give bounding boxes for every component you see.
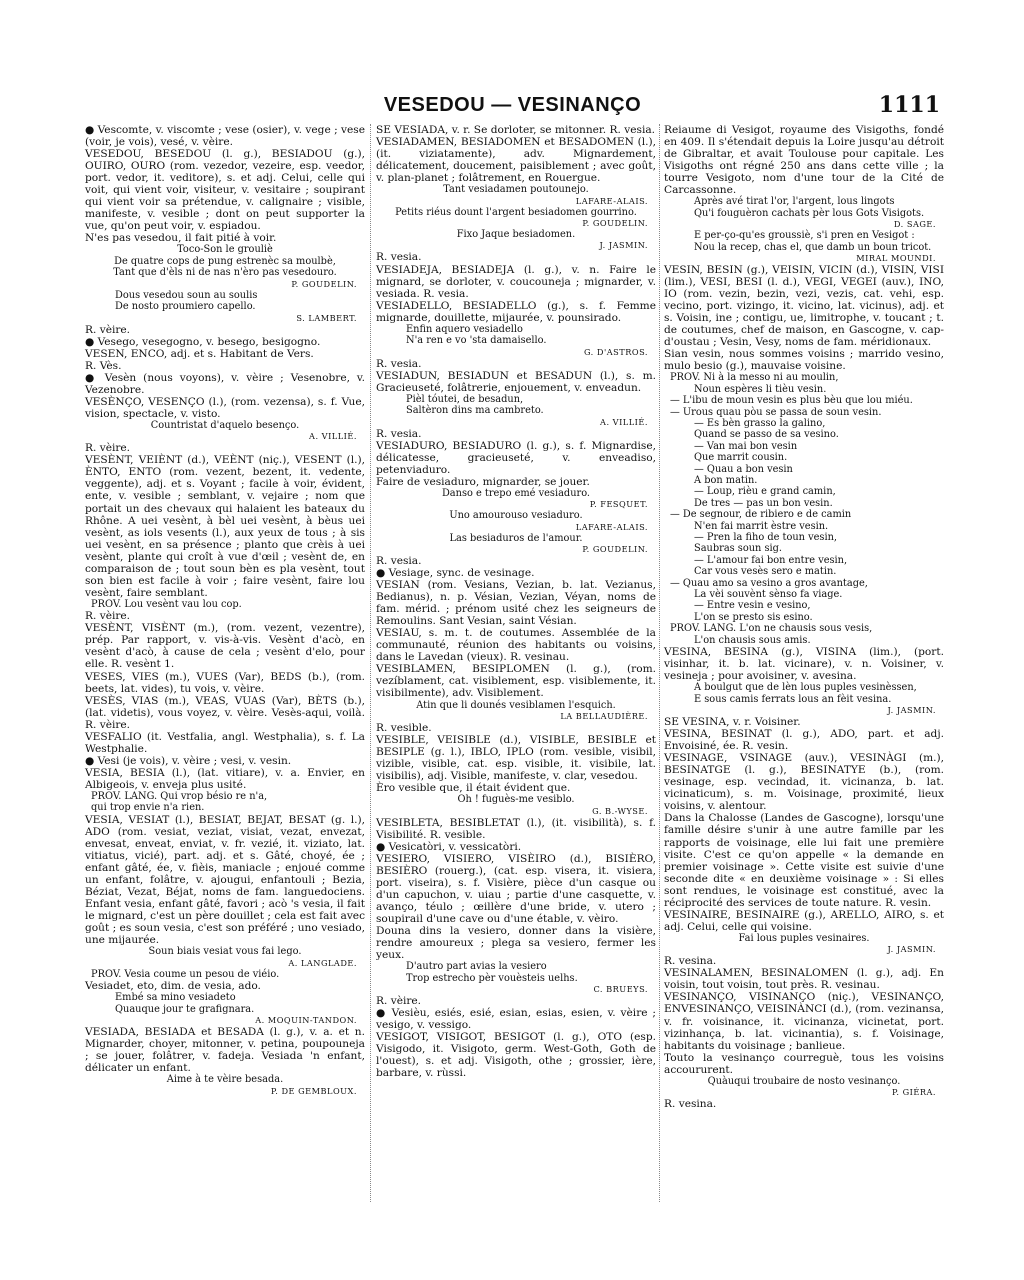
verse-line: Embé sa mino vesiadeto [115,992,236,1004]
dictionary-entry: VESFALIO (it. Vestfalia, angl. Westphalia), s. f. La Westphalie. [85,730,365,755]
quotation-author: LA BELLAUDIÈRE. [560,710,648,721]
dictionary-entry: Sian vesin, nous sommes voisins ; marrido vesino, mulo besio (g.), mauvaise voisine. [664,348,944,373]
verse-line: De nosto proumiero capello. [115,301,256,313]
dictionary-entry: VESIADEJA, BESIADEJA (l. g.), v. n. Faire le mignard, se dorloter, v. coucouneja ; mignarder, v. vesiada. R. vesia. [376,263,656,300]
verse-line: A bon matin. [694,474,758,486]
dictionary-entry: Vesiadet, eto, dim. de vesia, ado. [85,980,261,993]
dictionary-entry: VESIA, BESIA (l.), (lat. vitiare), v. a. Envier, en Albigeois, v. enveja plus usité. [85,766,365,791]
verse-line: De tres — pas un bon vesin. [694,497,833,509]
verse-line: — Pren la fiho de toun vesin, [694,532,838,544]
verse-line: — Van mai bon vesin [694,440,798,452]
dictionary-entry: VESÈNT, VISÈNT (m.), (rom. vezent, vezentre), prép. Par rapport, v. vis-à-vis. Vesènt d'acò, en vesènt d'acò, à cause de cela ; vesènt d'elo, pour elle. R. vesènt 1. [85,622,365,671]
dictionary-entry: VESIAN (rom. Vesians, Vezian, b. lat. Vezianus, Bedianus), n. p. Vésian, Vezian, Véyan, noms de fam. mérid. ; prénom usité chez les seigneurs de Remoulins. Sant Vesian, saint Vésian. [376,579,656,628]
verse-line: — L'amour fai bon entre vesin, [694,554,848,566]
dictionary-entry: VESINAGE, VSINAGE (auv.), VESINÀGI (m.), BESINATGE (l. g.), BESINATYE (b.), (rom. vesinage, esp. vecindad, it. vicinanza, b. lat. vicinaticum), s. m. Voisinage, proximité, lieux voisins, v. alentour. [664,752,944,813]
dictionary-entry: R. vèire. [85,323,131,336]
quotation-author: A. VILLIÉ. [309,431,357,442]
dictionary-entry: VESIADAMEN, BESIADOMEN et BESADOMEN (l.), (it. viziatamente), adv. Mignardement, délicatement, doucement, paisiblement ; avec goût, v. plan-planet ; folâtrement, en Rouergue. [376,136,656,185]
dictionary-entry: ● Vesi (je vois), v. vèire ; vesi, v. vesin. [85,754,292,767]
dictionary-entry: Reiaume di Vesigot, royaume des Visigoths, fondé en 409. Il s'étendait depuis la Loire jusqu'au détroit de Gibraltar, et avait Toulouse pour capitale. Les Visigoths ont régné 250 ans dans cette ville ; la tourre Vesigoto, nom d'une tour de la Cité de Carcassonne. [664,124,944,197]
page-number: 1111 [878,92,940,118]
quotation-author: A. VILLIÉ. [600,416,648,427]
quotation-line: Uno amourouso vesiaduro. [449,510,583,522]
quotation-author: J. JASMIN. [599,240,648,251]
verse-line: Qu'i fouguèron cachats pèr lous Gots Visigots. [694,207,925,219]
verse-line: E sous camis ferrats lous an fèit vesina. [694,693,892,705]
quotation-line: Tant que d'èls ni de nas n'èro pas vesedouro. [113,267,337,279]
quotation-line: Tant vesiadamen poutounejo. [443,184,589,196]
proverb-line: — De segnour, de ribiero e de camin [670,509,852,521]
dictionary-entry: VESIADA, BESIADA et BESADA (l. g.), v. a. et n. Mignarder, choyer, mitonner, v. petina, poupouneja ; se jouer, folâtrer, v. fadeja. Vesiada 'n enfant, délicater un enfant. [85,1026,365,1075]
dictionary-entry: SE VESINA, v. r. Voisiner. [664,716,801,729]
proverb-line: PROV. Ni à la messo ni au moulin, [670,372,839,384]
proverb-line: PROV. LANG. L'on ne chausis sous vesis, [670,623,873,635]
quotation-author: P. GOUDELIN. [582,218,648,229]
dictionary-entry: ● Vesicatòri, v. vessicatòri. [376,840,522,853]
verse-line: — Entre vesin e vesino, [694,600,811,612]
dictionary-entry: VESEDOU, BESEDOU (l. g.), BESIADOU (g.), OUIRO, OURO (rom. vezedor, vezeire, esp. veedor, port. vedor, it. veditore), s. et adj. Celui, celle qui voit, qui vient voir, visiteur, v. vesitaire ; soupirant qui vient voir sa prétendue, v. calignaire ; visible, manifeste, v. vesible ; dont on peut supporter la vue, qu'on peut voir, v. espiadou. [85,148,365,233]
dictionary-entry: Douna dins la vesiero, donner dans la visière, rendre amoureux ; plega sa vesiero, fermer les yeux. [376,925,656,962]
quotation-author: P. GOUDELIN. [582,543,648,554]
quotation-author: P. GOUDELIN. [291,278,357,289]
dictionary-entry: ● Vesiage, sync. de vesinage. [376,567,535,579]
verse-line: La vèi souvènt sènso fa viage. [694,589,843,601]
page-title: VESEDOU — VESINANÇO [383,94,642,116]
dictionary-entry: R. vesia. [376,251,422,264]
dictionary-entry: VESINAIRE, BESINAIRE (g.), ARELLO, AIRO, s. et adj. Celui, celle qui voisine. [664,908,944,933]
proverb-line: PROV. Vesia coume un pesou de viéio. [91,968,280,980]
dictionary-entry: VESIBLETA, BESIBLETAT (l.), (it. visibilità), s. f. Visibilité. R. vesible. [376,816,656,841]
verse-line: L'on se presto sis esino. [694,611,813,623]
verse-line: Noun espères li tièu vesin. [694,383,827,395]
quotation-line: Soun biais vesiat vous fai lego. [148,946,302,958]
quotation-line: Atin que li dounés vesiblamen l'esquich. [416,699,616,711]
dictionary-entry: Èro vesible que, il était évident que. [376,782,571,795]
page-header [85,92,940,122]
proverb-line: PROV. LANG. Qui vrop bésio re n'a, [91,791,268,802]
dictionary-entry: VESINA, BESINA (g.), VISINA (lim.), (port. visinhar, it. b. lat. vicinare), v. n. Voisiner, v. vesineja ; pour avoisiner, v. avesina. [664,646,944,683]
column-middle [376,124,656,1079]
quotation-line: Fixo Jaque besiadomen. [456,229,576,241]
verse-line: N'a ren e vo 'sta damaisello. [406,335,547,347]
dictionary-entry: N'es pas vesedou, il fait pitié à voir. [85,232,277,245]
verse-line: Saubras soun sig. [694,543,783,555]
column-divider [659,124,660,1202]
verse-line: L'on chausis sous amis. [694,634,811,646]
verse-line: — Loup, rièu e grand camin, [694,486,836,498]
dictionary-entry: R. vèire. [85,610,131,623]
quotation-line: Countristat d'aquelo besenço. [150,419,300,431]
dictionary-entry: VESIA, VESIAT (l.), BESIAT, BEJAT, BESAT (g. l.), ADO (rom. vesiat, veziat, visiat, vezat, envezat, envesat, enveat, enviat, v. fr. vezié, it. viziato, lat. vitiatus, vicié), part. adj. et s. Gâté, choyé, ée ; enfant gâté, ée, v. fièis, maniacle ; enjoué comme un enfant, folâtre, v. ajougui, enfantouli ; Bezia, Béziat, Vezat, Béjat, noms de fam. languedociens. Enfant vesia, enfant gâté, favori ; acò 's vesia, il fait le mignard, c'est un père douillet ; cela est fait avec goût ; es soun vesia, c'est son préféré ; uno vesiado, une mijaurée. [85,813,366,947]
dictionary-entry: R. vesina. [664,955,717,968]
dictionary-entry: VESIADURO, BESIADURO (l. g.), s. f. Mignardise, délicatesse, gracieuseté, v. enveadiso, petenviaduro. [376,439,656,476]
quotation-author: LAFARE-ALAIS. [575,195,648,206]
dictionary-entry: ● Vesego, vesegogno, v. besego, besigogno. [85,335,321,348]
verse-line: N'en fai marrit èstre vesin. [694,520,829,532]
dictionary-entry: R. vesia. [376,554,422,567]
quotation-line: Aime à te vèire besada. [166,1074,284,1086]
verse-line: Trop estrecho pèr vouèsteis uelhs. [406,972,578,984]
dictionary-entry: VESIADUN, BESIADUN et BESADUN (l.), s. m. Gracieuseté, folâtrerie, enjouement, v. enveadun. [376,369,656,394]
verse-line: — Es bèn grasso la galino, [694,417,826,429]
dictionary-entry: Touto la vesinanço courreguè, tous les voisins accoururent. [664,1051,944,1076]
quotation-author: MIRAL MOUNDI. [856,252,936,263]
dictionary-entry: ● Vesièu, esiés, esié, esian, esias, esien, v. vèire ; vesigo, v. vessigo. [376,1007,656,1032]
verse-line: Pièl tóutei, de besadun, [406,393,524,405]
quotation-author: J. JASMIN. [887,705,936,716]
dictionary-entry: VESIERO, VISIERO, VISÈIRO (d.), BISIÈRO, BESIÈRO (rouerg.), (cat. esp. visera, it. visiera, port. viseira), s. f. Visière, pièce d'un casque ou d'un capuchon, v. uiau ; partie d'une casquette, v. avanço, téulo ; œillère d'une bride, v. utero ; soupirail d'une cave ou d'une étable, v. vèiro. [376,852,656,925]
dictionary-entry: VESIN, BESIN (g.), VEISIN, VICIN (d.), VISIN, VISI (lim.), VESI, BESI (l. d.), VEGI, VEGEI (auv.), INO, IO (rom. vezin, bezin, vezi, vezis, cat. vehi, esp. vecino, port. vizingo, it. vicino, lat. vicinus), adj. et s. Voisin, ine ; contigu, ue, limitrophe, v. toucant ; t. de coutumes, chef de maison, en Gascogne, v. cap-d'oustau ; Vesin, Vesy, noms de fam. méridionaux. [664,263,944,349]
quotation-line: Toco-Son le grouliè [177,244,273,256]
proverb-line: — Urous quau pòu se passa de soun vesin. [670,406,882,418]
column-left [85,124,365,1097]
quotation-author: P. GIÉRA. [892,1087,936,1098]
dictionary-entry: R. vesible. [376,721,432,734]
quotation-author: P. FESQUET. [589,499,648,510]
dictionary-entry: VESÈS, VIAS (m.), VEAS, VUAS (Var), BÈTS (b.), (lat. videtis), vous voyez, v. vèire. Vesès-aqui, voilà. R. vèire. [85,694,365,731]
quotation-author: J. JASMIN. [887,944,936,955]
dictionary-entry: VESÈNT, VEIÈNT (d.), VEÈNT (niç.), VESENT (l.), ÈNTO, ENTO (rom. vezent, bezent, it. vedente, veggente), adj. et s. Voyant ; facile à voir, évident, ente, v. vesible ; semblant, v. vejaire ; nom que portait un des chevaux qui halaient les bateaux du Rhône. A uei vesènt, à bèl uei vesènt, à bèus uei vesènt, as iols vesents (l.), aux yeux de tous ; à sis uei vesènt, en sa présence ; planto que crèis à uei vesènt, plante qui croît à vue d'œil ; vesènt de, en comparaison de ; tout soun bèn es pla vesènt, tout son bien est facile à voir ; faire vesènt, faire lou vesènt, faire semblant. [85,454,365,599]
verse-line: — Quau a bon vesin [694,463,793,475]
verse-line: Quand se passo de sa vesino. [694,429,839,441]
quotation-line: De quatre cops de pung estrenèc sa moulbè, [114,255,336,267]
quotation-author: A. LANGLADE. [288,957,357,968]
dictionary-entry: VESIBLAMEN, BESIPLOMEN (l. g.), (rom. vezíblament, cat. visiblement, esp. visiblemente, it. visibilmente), adv. Visiblement. [376,663,656,700]
dictionary-entry: ● Vescomte, v. viscomte ; vese (osier), v. vege ; vese (voir, je vois), vesé, v. vèire. [85,124,365,149]
dictionary-entry: VESÈNÇO, VESENÇO (l.), (rom. vezensa), s. f. Vue, vision, spectacle, v. visto. [85,395,365,420]
proverb-line: PROV. Lou vesènt vau lou cop. [91,598,242,610]
dictionary-entry: Faire de vesiaduro, mignarder, se jouer. [376,475,590,488]
dictionary-entry: R. Vès. [85,359,122,372]
dictionary-entry: VESINALAMEN, BESINALOMEN (l. g.), adj. En voisin, tout voisin, tout près. R. vesinau. [664,967,944,992]
verse-line: D'autro part avias la vesiero [406,961,547,973]
verse-line: Nou la recep, chas el, que damb un boun tricot. [694,241,932,253]
quotation-line: Petits riéus dount l'argent besiadomen gourrino. [395,206,637,218]
dictionary-entry: Dans la Chalosse (Landes de Gascogne), lorsqu'une famille désire s'unir à une autre famille par les rapports de voisinage, elle lui fait une première visite. C'est ce qu'on appelle « la demande en premier voisinage ». Cette visite est suivie d'une seconde dite « en deuxième voisinage » : Si elles sont rendues, le voisinage est constitué, avec la réciprocité des services de toute nature. R. vesin. [664,812,944,909]
quotation-author: G. B.-WYSE. [592,805,648,816]
dictionary-entry: VESINANÇO, VISINANÇO (niç.), VESINANÇO, ENVESINANÇO, VEISINÀNCI (d.), (rom. vezinansa, v. fr. voisinance, it. vicinanza, vicinetat, port. vizinhança, b. lat. vicinantia), s. f. Voisinage, habitants du voisinage ; banlieue. [664,991,944,1052]
verse-line: Dous vesedou soun au soulis [115,289,258,301]
quotation-author: A. MOQUIN-TANDON. [255,1015,357,1025]
quotation-line: Quàuqui troubaire de nosto vesinanço. [707,1075,901,1087]
quotation-author: G. D'ASTROS. [583,346,648,357]
quotation-author: C. BRUEYS. [593,983,648,994]
quotation-line: Oh ! fuguès-me vesiblo. [457,794,575,806]
dictionary-entry: R. vèire. [376,994,422,1007]
quotation-line: Las besiaduros de l'amour. [449,532,583,544]
dictionary-entry: VESEN, ENCO, adj. et s. Habitant de Vers. [85,347,314,360]
dictionary-entry: R. vesina. [664,1098,717,1111]
verse-line: Car vous vesès sero e matin. [694,566,837,578]
dictionary-entry: VESIADELLO, BESIADELLO (g.), s. f. Femme mignarde, douillette, mijaurée, v. pounsirado. [376,299,656,324]
column-divider [370,124,371,1202]
dictionary-entry: R. vesia. [376,357,422,370]
dictionary-entry: VESIAU, s. m. t. de coutumes. Assemblée de la communauté, réunion des habitants ou voisins, dans le Lavedan (vieux). R. vesinau. [376,627,656,664]
dictionary-entry: VESIBLE, VEISIBLE (d.), VISIBLE, BESIBLE et BESIPLE (g. l.), IBLO, IPLO (rom. vesible, visibil, vizible, visible, cat. esp. visible, it. visibile, lat. visibilis), adj. Visible, manifeste, v. clar, vesedou. [376,733,656,783]
column-right [664,124,944,1110]
dictionary-entry: R. vesia. [376,427,422,440]
quotation-author: S. LAMBERT. [296,312,357,323]
dictionary-entry: VESES, VIES (m.), VUES (Var), BEDS (b.), (rom. beets, lat. vides), tu vois, v. vèire. [85,670,365,695]
dictionary-entry: VESIGOT, VISIGOT, BESIGOT (l. g.), OTO (esp. Visigodo, it. Visigoto, germ. West-Goth, Goth de l'ouest), s. et adj. Visigoth, othe ; grossier, ière, barbare, v. rùssi. [376,1031,656,1080]
quotation-author: LAFARE-ALAIS. [575,521,648,532]
proverb-line: qui trop envie n'a rien. [91,802,205,814]
verse-line: Quauque jour te grafignara. [115,1003,255,1015]
verse-line: Que marrit cousin. [694,452,788,464]
quotation-line: Fai lous puples vesinaires. [738,932,870,944]
verse-line: Enfin aquero vesiadello [406,323,523,335]
proverb-line: — Quau amo sa vesino a gros avantage, [670,577,868,589]
verse-line: Saltèron dins ma cambreto. [406,405,544,417]
quotation-author: P. DE GEMBLOUX. [270,1085,357,1096]
dictionary-entry: R. vèire. [85,442,131,455]
dictionary-entry: VESINA, BESINAT (l. g.), ADO, part. et adj. Envoisiné, ée. R. vesin. [664,728,944,753]
quotation-line: Danso e trepo emé vesiaduro. [441,487,591,499]
verse-line: E per-ço-qu'es groussiè, s'i pren en Vesigot : [694,230,915,242]
verse-line: Après avé tirat l'or, l'argent, lous lingots [694,196,895,208]
proverb-line: — L'ibu de moun vesin es plus bèu que lou miéu. [670,395,913,407]
verse-line: A boulgut que de lèn lous puples vesinèssen, [694,682,917,694]
dictionary-entry: ● Vesèn (nous voyons), v. vèire ; Vesenobre, v. Vezenobre. [85,371,365,396]
quotation-author: D. SAGE. [893,219,936,230]
dictionary-entry: SE VESIADA, v. r. Se dorloter, se mitonner. R. vesia. [376,124,656,136]
